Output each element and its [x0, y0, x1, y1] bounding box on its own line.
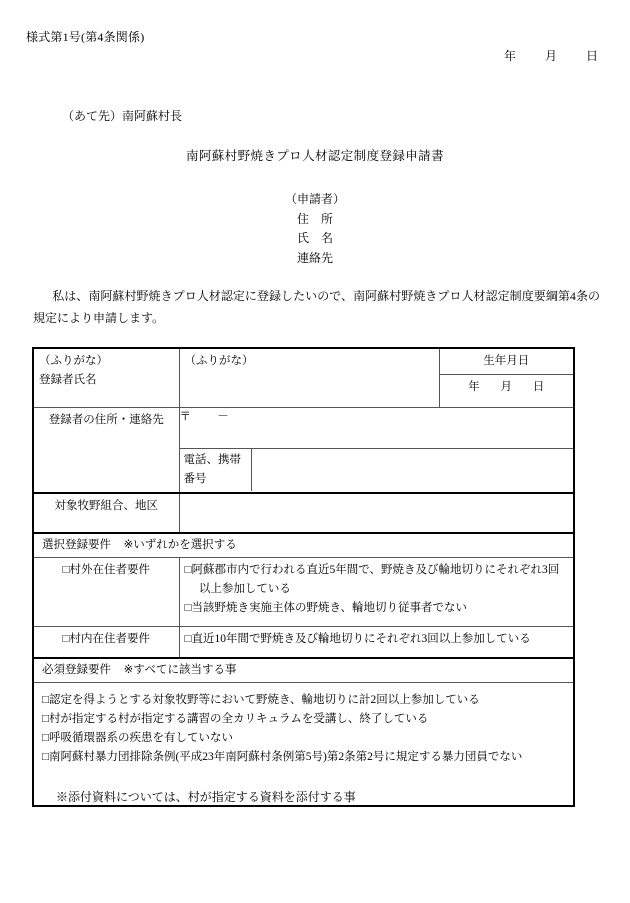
postal-dash: － [217, 411, 229, 423]
applicant-heading: （申請者） [284, 192, 345, 206]
attachment-footnote: ※添付資料については、村が指定する資料を添付する事 [56, 790, 356, 804]
postal-code-cell[interactable] [180, 408, 574, 449]
required-section-note: ※すべてに該当する事 [123, 664, 237, 676]
birth-day-label: 日 [532, 381, 545, 393]
pasture-union-input-cell[interactable] [179, 493, 574, 533]
table-row-outside-resident [33, 558, 574, 627]
outside-item-1[interactable]: □阿蘇郡市内で行われる直近5年間で、野焼き及び輪地切りにそれぞれ3回 [184, 564, 560, 576]
table-row-selective-header [33, 533, 574, 558]
furigana-label: （ふりがな） [39, 355, 108, 367]
date-year-label: 年 [503, 49, 516, 63]
applicant-name-label: 氏 名 [296, 231, 333, 245]
registrant-address-label-cell: 登録者の住所・連絡先 [33, 408, 179, 494]
registrant-address-content-cell [179, 408, 574, 494]
required-item-1[interactable]: □認定を得ようとする対象牧野等において野焼き、輪地切りに計2回以上参加している [42, 694, 480, 706]
application-table [32, 347, 575, 807]
birthdate-header-cell: 生年月日 [439, 348, 574, 375]
postal-row [180, 408, 574, 449]
telephone-row [180, 449, 574, 492]
inside-item-1[interactable]: □直近10年間で野焼き及び輪地切りにそれぞれ3回以上参加している [184, 633, 531, 645]
outside-item-2[interactable]: □当該野焼き実施主体の野焼き、輪地切り従事者でない [184, 602, 467, 614]
registrant-name-input-cell[interactable] [179, 348, 439, 408]
required-section-title: 必須登録要件 [42, 664, 111, 676]
furigana-value-label: （ふりがな） [184, 355, 254, 367]
telephone-label-line1: 電話、携帯 [183, 454, 241, 466]
birth-month-label: 月 [500, 381, 512, 393]
telephone-label-line2: 番号 [183, 473, 207, 485]
body-paragraph: 私は、南阿蘇村野焼きプロ人材認定に登録したいので、南阿蘇村野焼きプロ人材認定制度要綱第4条の規定により申請します。 [33, 289, 600, 325]
applicant-address-label: 住 所 [296, 211, 333, 226]
table-row-required-header [33, 658, 574, 683]
telephone-input-cell[interactable] [252, 449, 574, 492]
required-item-3[interactable]: □呼吸循環器系の疾患を有していない [42, 732, 233, 744]
birthdate-input-cell[interactable] [439, 375, 574, 408]
inside-resident-items-cell [179, 627, 574, 659]
outside-resident-items-cell [179, 558, 574, 627]
table-row-address [33, 408, 574, 494]
required-item-2[interactable]: □村が指定する村が指定する講習の全カリキュラムを受講し、終了している [42, 713, 429, 725]
addressee-line: （あて先）南阿蘇村長 [62, 109, 183, 123]
table-row-inside-resident [33, 627, 574, 659]
inside-resident-label-cell[interactable]: □村内在住者要件 [33, 627, 179, 659]
required-item-4[interactable]: □南阿蘇村暴力団排除条例(平成23年南阿蘇村条例第5号)第2条第2号に規定する暴力団員でない [42, 751, 523, 763]
postal-mark-icon: 〒 [179, 411, 192, 423]
selective-section-title: 選択登録要件 [42, 539, 111, 551]
date-month-label: 月 [544, 49, 557, 63]
document-title: 南阿蘇村野焼きプロ人材認定制度登録申請書 [185, 149, 444, 163]
form-number: 様式第1号(第4条関係) [26, 30, 145, 44]
table-row-pasture [33, 493, 574, 533]
address-inner-table [180, 408, 574, 491]
telephone-label-cell [180, 449, 252, 492]
date-day-label: 日 [585, 49, 598, 63]
birth-year-label: 年 [468, 381, 480, 393]
applicant-block [0, 190, 630, 268]
outside-item-1-continued: 以上参加している [198, 583, 291, 595]
table-row-name [33, 348, 574, 375]
applicant-contact-label: 連絡先 [296, 250, 333, 265]
selective-section-header [33, 533, 574, 558]
outside-resident-label-cell[interactable]: □村外在住者要件 [33, 558, 179, 627]
required-section-header [33, 658, 574, 683]
selective-section-note: ※いずれかを選択する [123, 539, 237, 551]
pasture-union-label-cell: 対象牧野組合、地区 [33, 493, 179, 533]
date-line [504, 47, 598, 64]
registrant-name-label: 登録者氏名 [39, 374, 97, 386]
registrant-name-label-cell [33, 348, 179, 408]
